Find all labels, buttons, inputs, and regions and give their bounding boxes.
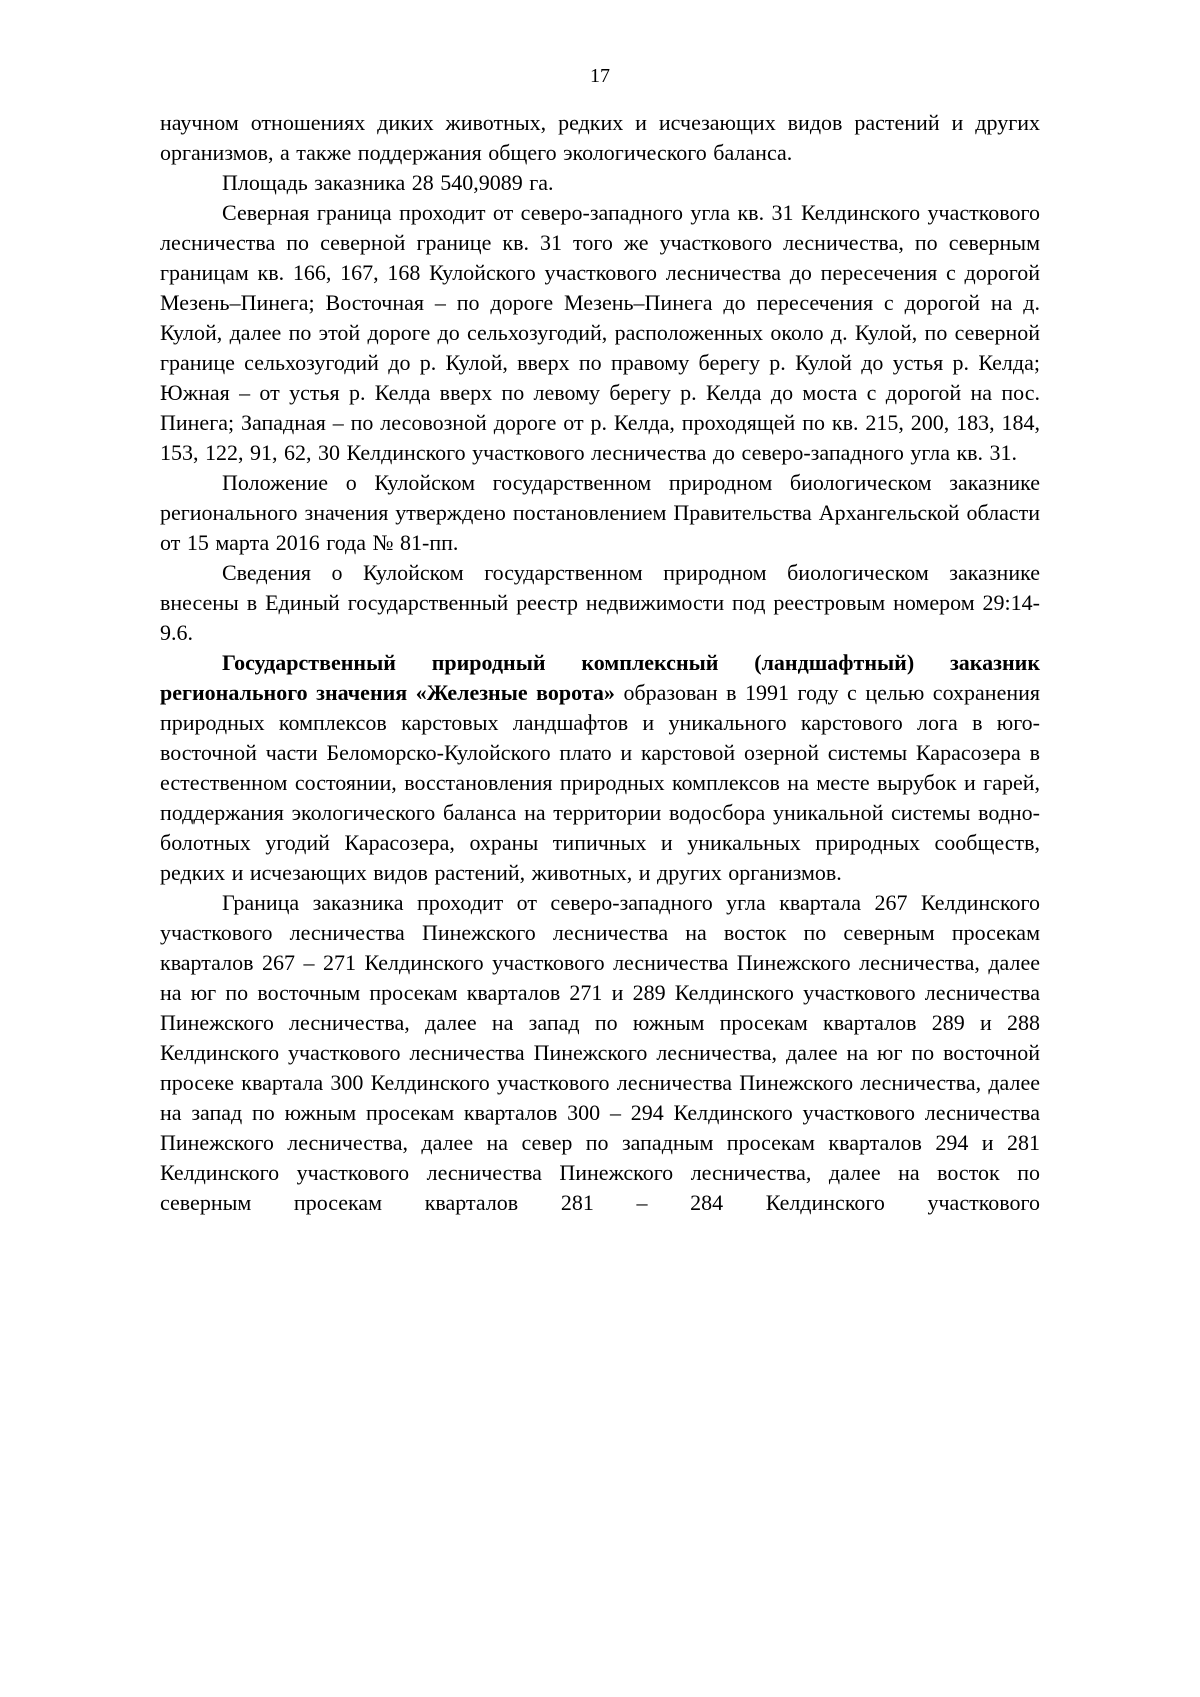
page-number: 17	[590, 65, 610, 87]
paragraph-continuation-top: научном отношениях диких животных, редких и исчезающих видов растений и других организмов, а также поддержания общего экологического баланса.	[160, 110, 1040, 165]
paragraph-borders-kuloysky: Северная граница проходит от северо-западного угла кв. 31 Келдинского участкового лесничества по северной границе кв. 31 того же участкового лесничества, по северным границам кв. 166, 167, 168 Кулойского участкового лесничества до пересечения с дорогой Мезень–Пинега; Восточная – по дороге Мезень–Пинега до пересечения с дорогой на д. Кулой, далее по этой дороге до сельхозугодий, расположенных около д. Кулой, по северной границе сельхозугодий до р. Кулой, вверх по правому берегу р. Кулой до устья р. Келда; Южная – от устья р. Келда вверх по левому берегу р. Келда до моста с дорогой на пос. Пинега; Западная – по лесовозной дороге от р. Келда, проходящей по кв. 215, 200, 183, 184, 153, 122, 91, 62, 30 Келдинского участкового лесничества до северо-западного угла кв. 31.	[160, 200, 1040, 465]
paragraph-bold-lead: Государственный природный комплексный (ландшафтный) заказник регионального значения «Железные ворота»	[160, 650, 1040, 705]
paragraph-regulation: Положение о Кулойском государственном природном биологическом заказнике регионального значения утверждено постановлением Правительства Архангельской области от 15 марта 2016 года № 81-пп.	[160, 470, 1040, 555]
paragraph-borders-zheleznye-vorota: Граница заказника проходит от северо-западного угла квартала 267 Келдинского участкового лесничества Пинежского лесничества на восток по северным просекам кварталов 267 – 271 Келдинского участкового лесничества Пинежского лесничества, далее на юг по восточным просекам кварталов 271 и 289 Келдинского участкового лесничества Пинежского лесничества, далее на запад по южным просекам кварталов 289 и 288 Келдинского участкового лесничества Пинежского лесничества, далее на юг по восточной просеке квартала 300 Келдинского участкового лесничества Пинежского лесничества, далее на запад по южным просекам кварталов 300 – 294 Келдинского участкового лесничества Пинежского лесничества, далее на север по западным просекам кварталов 294 и 281 Келдинского участкового лесничества Пинежского лесничества, далее на восток по северным просекам кварталов 281 – 284 Келдинского участкового	[160, 890, 1040, 1215]
paragraph-zheleznye-vorota	[160, 648, 1040, 888]
paragraph-registry: Сведения о Кулойском государственном природном биологическом заказнике внесены в Единый государственный реестр недвижимости под реестровым номером 29:14-9.6.	[160, 560, 1040, 645]
paragraph-area: Площадь заказника 28 540,9089 га.	[222, 170, 554, 195]
paragraph-text: образован в 1991 году с целью сохранения природных комплексов карстовых ландшафтов и уникального карстового лога в юго-восточной части Беломорско-Кулойского плато и карстовой озерной системы Карасозера в естественном состоянии, восстановления природных комплексов на месте вырубок и гарей, поддержания экологического баланса на территории водосбора уникальной системы водно-болотных угодий Карасозера, охраны типичных и уникальных природных сообществ, редких и исчезающих видов растений, животных, и других организмов.	[160, 680, 1040, 885]
